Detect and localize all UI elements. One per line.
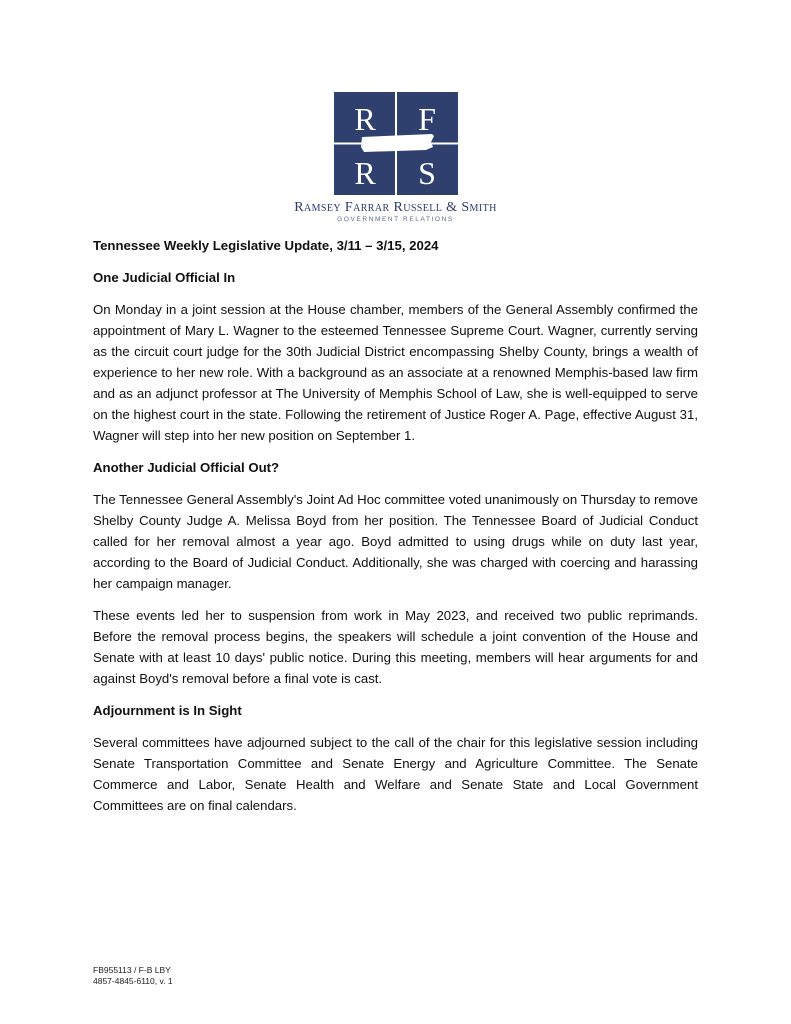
- paragraph: On Monday in a joint session at the House chamber, members of the General Assembly confirmed the appointment of Mary L. Wagner to the esteemed Tennessee Supreme Court. Wagner, currently serving as the circuit court judge for the 30th Judicial District encompassing Shelby County, brings a wealth of experience to her new role. With a background as an associate at a renowned Memphis-based law firm and as an adjunct professor at The University of Memphis School of Law, she is well-equipped to serve on the highest court in the state. Following the retirement of Justice Roger A. Page, effective August 31, Wagner will step into her new position on September 1.: [93, 302, 698, 443]
- document-body: [93, 235, 698, 827]
- logo-letter-r2: R: [353, 155, 376, 191]
- section-heading: Another Judicial Official Out?: [93, 460, 280, 475]
- logo-letter-s: S: [417, 155, 436, 191]
- document-footer: [93, 965, 173, 987]
- logo-letter-r1: R: [353, 101, 376, 137]
- document-title: Tennessee Weekly Legislative Update, 3/11 – 3/15, 2024: [93, 238, 439, 253]
- firm-subtitle: GOVERNMENT RELATIONS: [337, 216, 454, 223]
- paragraph: The Tennessee General Assembly's Joint Ad Hoc committee voted unanimously on Thursday to remove Shelby County Judge A. Melissa Boyd from her position. The Tennessee Board of Judicial Conduct called for her removal almost a year ago. Boyd admitted to using drugs while on duty last year, according to the Board of Judicial Conduct. Additionally, she was charged with coercing and harassing her campaign manager.: [93, 492, 698, 591]
- paragraph: These events led her to suspension from work in May 2023, and received two public reprimands. Before the removal process begins, the speakers will schedule a joint convention of the House and Senate with at least 10 days' public notice. During this meeting, members will hear arguments for and against Boyd's removal before a final vote is cast.: [93, 608, 698, 686]
- footer-line-2: 4857-4845-6110, v. 1: [93, 976, 173, 986]
- section-heading: One Judicial Official In: [93, 270, 236, 285]
- footer-line-1: FB955113 / F-B LBY: [93, 965, 171, 975]
- logo-letter-f: F: [417, 101, 436, 137]
- rfrs-monogram: [334, 92, 458, 195]
- paragraph: Several committees have adjourned subject to the call of the chair for this legislative session including Senate Transportation Committee and Senate Energy and Agriculture Committee. The Senate Commerce and Labor, Senate Health and Welfare and Senate State and Local Government Committees are on final calendars.: [93, 735, 698, 813]
- firm-logo: [0, 92, 791, 223]
- firm-name: Ramsey Farrar Russell & Smith: [294, 200, 497, 215]
- section-heading: Adjournment is In Sight: [93, 703, 242, 718]
